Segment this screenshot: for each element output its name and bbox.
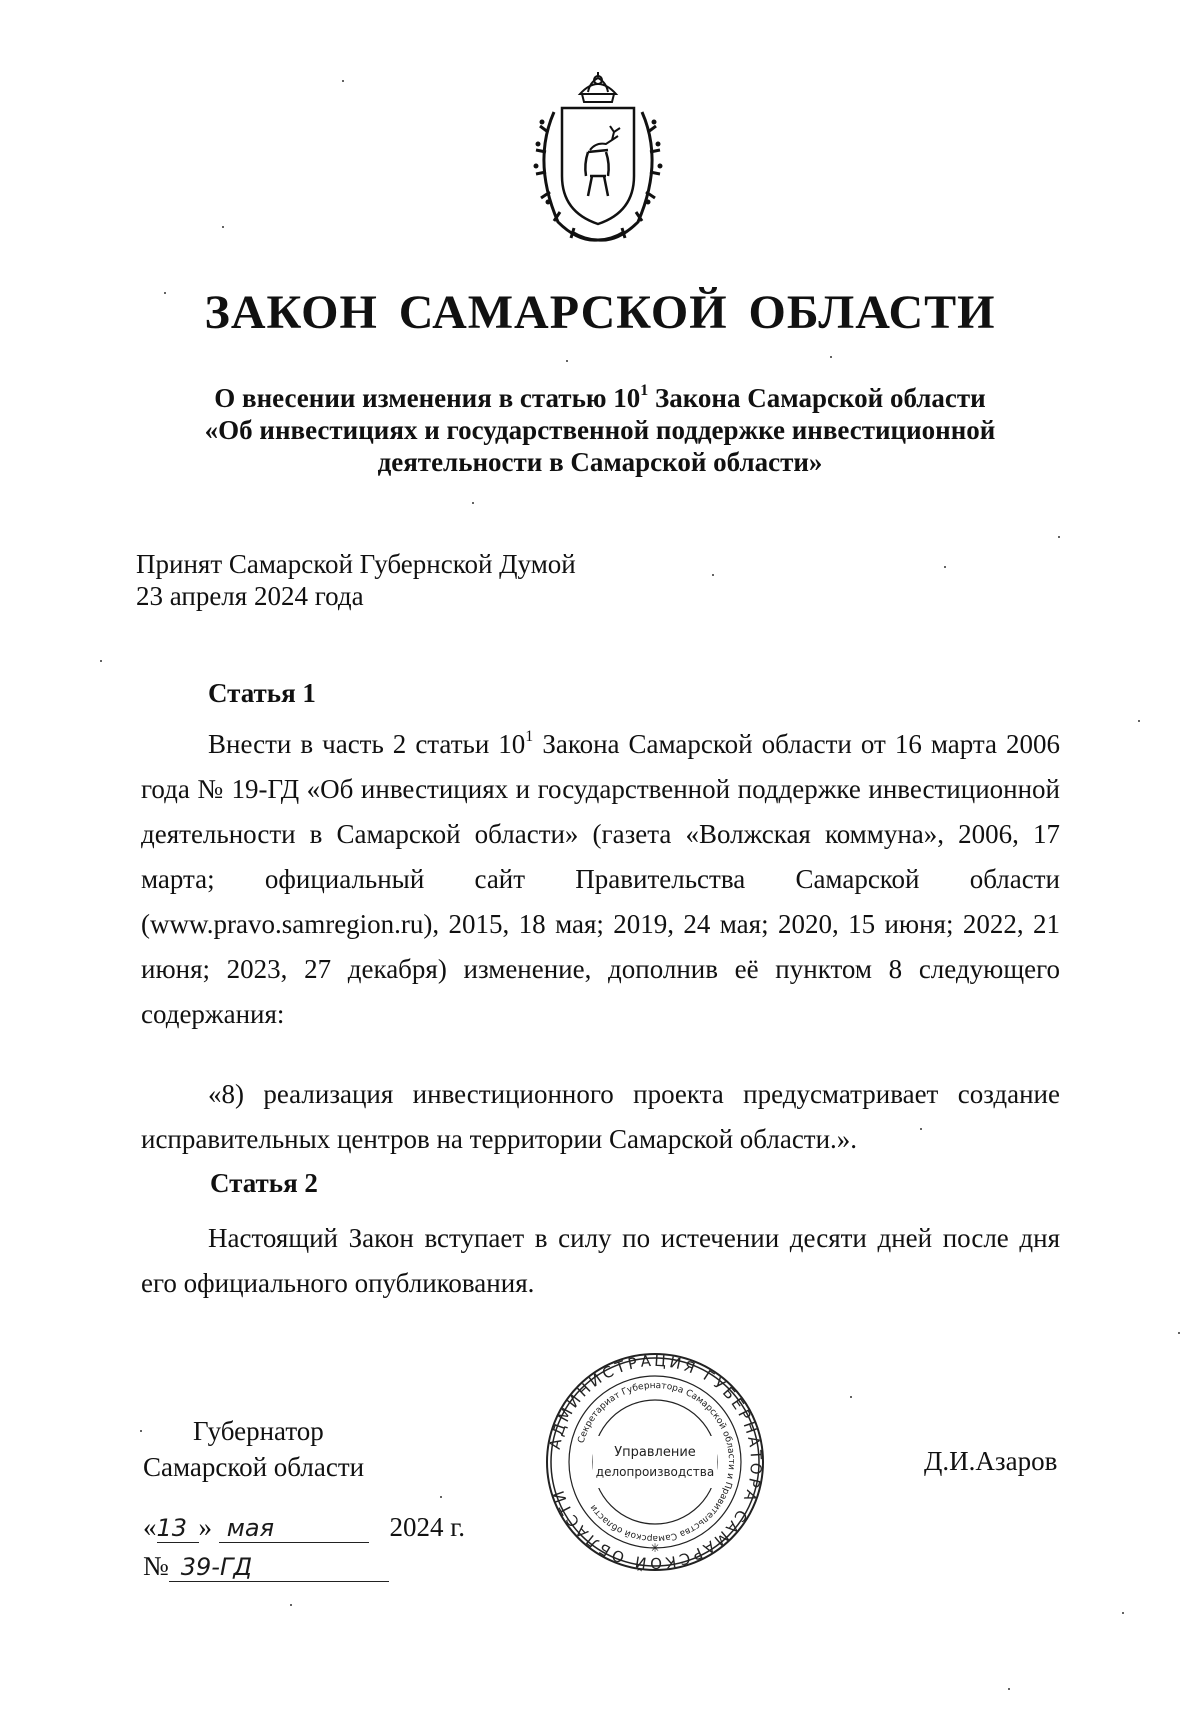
article1-text	[141, 722, 1060, 1037]
law-number	[143, 1551, 389, 1582]
stamp-center-line1: Управление	[614, 1445, 696, 1460]
number-handwritten: 39-ГД	[169, 1553, 389, 1582]
law-subtitle	[150, 382, 1050, 478]
article1-sup: 1	[525, 728, 534, 745]
document-title: ЗАКОН САМАРСКОЙ ОБЛАСТИ	[204, 286, 996, 339]
article1-heading: Статья 1	[208, 678, 316, 708]
stamp-outer-text: АДМИНИСТРАЦИЯ ГУБЕРНАТОРА САМАРСКОЙ ОБЛАСТИ	[545, 1352, 765, 1572]
coat-of-arms-emblem	[518, 72, 678, 248]
date-open-quote: «	[143, 1512, 157, 1542]
article2-heading: Статья 2	[210, 1168, 318, 1198]
article2-text-body: Настоящий Закон вступает в силу по истечении десяти дней после дня его официального опубликования.	[141, 1223, 1060, 1298]
stamp-inner-text: Секретариат Губернатора Самарской области и Правительства Самарской области	[576, 1380, 737, 1544]
signatory-name: Д.И.Азаров	[924, 1446, 1058, 1476]
adoption-info	[136, 548, 576, 612]
article1-item	[141, 1072, 1060, 1162]
stamp-center-line2: делопроизводства	[595, 1465, 715, 1479]
date-month-handwritten: мая	[219, 1514, 369, 1543]
signatory-title	[143, 1413, 364, 1485]
subtitle-line1-post: Закона Самарской области	[648, 383, 986, 413]
adoption-line1: Принят Самарской Губернской Думой	[136, 549, 576, 579]
signing-date	[143, 1512, 465, 1543]
date-day-handwritten: 13	[157, 1514, 199, 1543]
stamp-star-icon: ✳	[649, 1541, 661, 1555]
number-prefix: №	[143, 1551, 169, 1581]
date-close-quote: »	[198, 1512, 212, 1542]
adoption-date: 23 апреля 2024 года	[136, 581, 364, 611]
subtitle-sup: 1	[640, 382, 649, 399]
article1-item-text: «8) реализация инвестиционного проекта предусматривает создание исправительных центров на территории Самарской области.».	[141, 1079, 1060, 1154]
article1-text-post: Закона Самарской области от 16 марта 2006 года № 19-ГД «Об инвестициях и государственной поддержке инвестиционной деятельности в Самарской области» (газета «Волжская коммуна», 2006, 17 марта; официальный сайт Правительства Самарской области (www.pravo.samregion.ru), 2015, 18 мая; 2019, 24 мая; 2020, 15 июня; 2022, 21 июня; 2023, 27 декабря) изменение, дополнив её пунктом 8 следующего содержания:	[141, 729, 1060, 1029]
signatory-title-line1: Губернатор	[193, 1416, 324, 1446]
subtitle-line1-pre: О внесении изменения в статью 10	[214, 383, 641, 413]
article1-text-pre: Внести в часть 2 статьи 10	[208, 729, 526, 759]
official-seal-stamp	[545, 1352, 765, 1572]
article2-text	[141, 1216, 1060, 1306]
date-year: 2024 г.	[389, 1512, 466, 1542]
subtitle-line3: деятельности в Самарской области»	[377, 447, 823, 477]
subtitle-line2: «Об инвестициях и государственной поддержке инвестиционной	[204, 415, 996, 445]
signatory-title-line2: Самарской области	[143, 1452, 365, 1482]
